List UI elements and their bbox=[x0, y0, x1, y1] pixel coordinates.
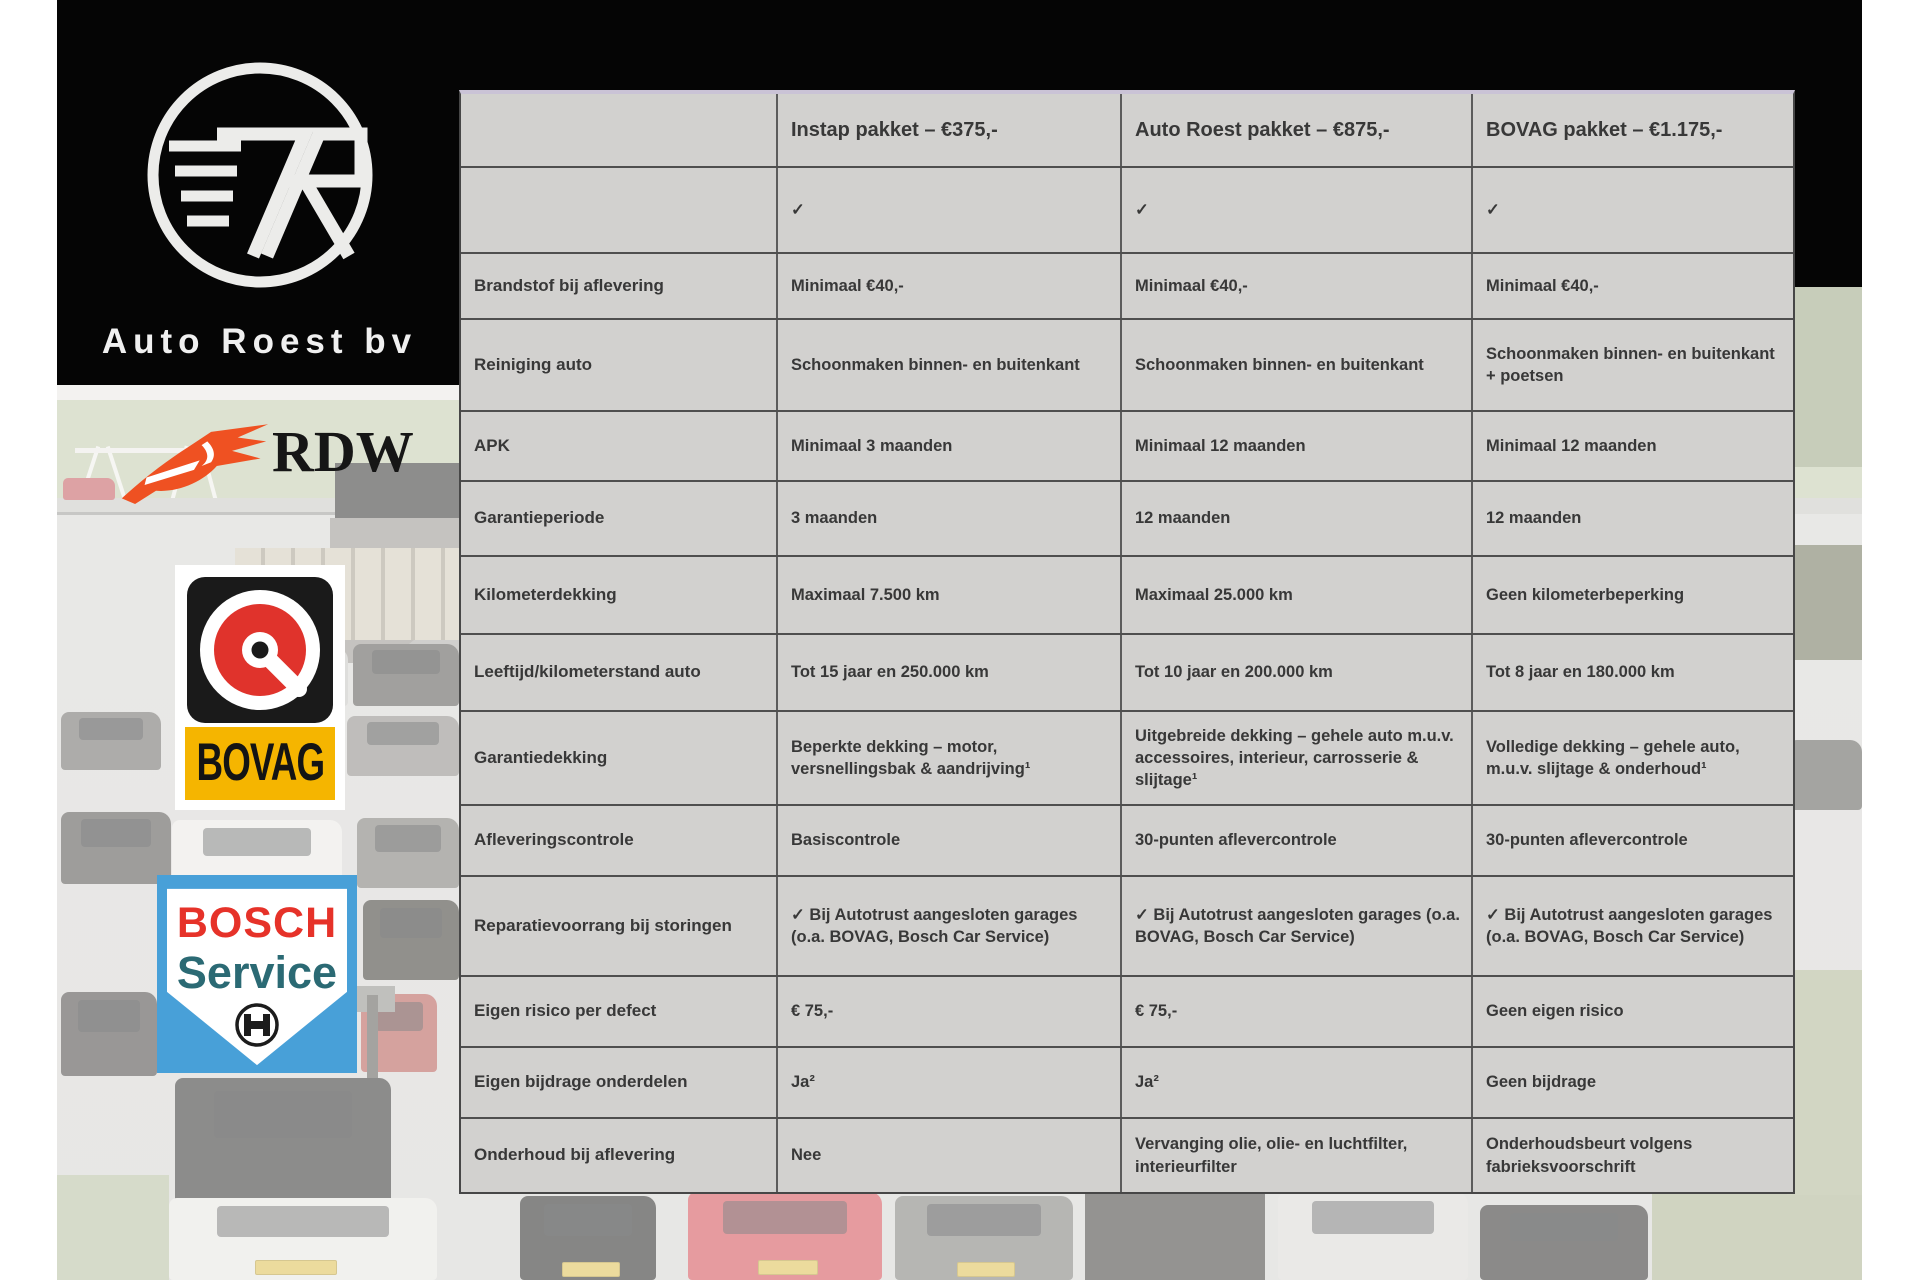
table-cell: Maximaal 7.500 km bbox=[778, 557, 1122, 633]
table-header-row bbox=[461, 94, 1793, 168]
row-label: APK bbox=[461, 412, 778, 480]
bosch-service-logo bbox=[157, 875, 357, 1073]
table-cell: ✓ Bij Autotrust aangesloten garages (o.a. BOVAG, Bosch Car Service) bbox=[1486, 905, 1773, 946]
package-comparison-table bbox=[459, 90, 1795, 1194]
rdw-wing-icon bbox=[118, 422, 270, 512]
bosch-service-wordmark: Service bbox=[176, 947, 338, 998]
column-header-instap: Instap pakket – €375,- bbox=[778, 94, 1122, 166]
table-row bbox=[461, 712, 1793, 806]
table-cell: 3 maanden bbox=[778, 482, 1122, 555]
table-cell: € 75,- bbox=[778, 977, 1122, 1046]
table-cell: Uitgebreide dekking – gehele auto m.u.v. accessoires, interieur, carrosserie & slijtage¹ bbox=[1122, 712, 1473, 804]
table-cell: Minimaal 3 maanden bbox=[778, 412, 1122, 480]
row-label: Onderhoud bij aflevering bbox=[461, 1119, 778, 1192]
row-label: Brandstof bij aflevering bbox=[461, 254, 778, 318]
table-row bbox=[461, 877, 1793, 977]
row-label: Garantiedekking bbox=[461, 712, 778, 804]
row-label: Eigen bijdrage onderdelen bbox=[461, 1048, 778, 1117]
table-cell: Beperkte dekking – motor, versnellingsbak & aandrijving¹ bbox=[778, 712, 1122, 804]
table-row bbox=[461, 482, 1793, 557]
table-row bbox=[461, 1119, 1793, 1192]
dealer-name: Auto Roest bv bbox=[101, 322, 418, 361]
table-cell: Geen kilometerbeperking bbox=[1486, 585, 1685, 604]
column-header-auto-roest: Auto Roest pakket – €875,- bbox=[1122, 94, 1473, 166]
table-cell: ✓ bbox=[1486, 200, 1500, 219]
table-cell: Schoonmaken binnen- en buitenkant bbox=[778, 320, 1122, 410]
row-label: Garantieperiode bbox=[461, 482, 778, 555]
table-cell: ✓ bbox=[778, 168, 1122, 252]
row-label: Reiniging auto bbox=[461, 320, 778, 410]
table-cell: Geen eigen risico bbox=[1486, 1002, 1624, 1021]
table-cell: Nee bbox=[778, 1119, 1122, 1192]
column-header-empty bbox=[461, 94, 778, 166]
bovag-logo bbox=[175, 565, 345, 810]
row-label: Kilometerdekking bbox=[461, 557, 778, 633]
table-cell: Minimaal €40,- bbox=[1486, 276, 1599, 295]
table-cell: 30-punten aflevercontrole bbox=[1122, 806, 1473, 875]
row-label: Leeftijd/kilometerstand auto bbox=[461, 635, 778, 710]
row-label: Eigen risico per defect bbox=[461, 977, 778, 1046]
table-row bbox=[461, 254, 1793, 320]
table-cell: ✓ bbox=[1122, 168, 1473, 252]
table-cell: Basiscontrole bbox=[778, 806, 1122, 875]
table-cell: Schoonmaken binnen- en buitenkant + poetsen bbox=[1486, 344, 1775, 385]
table-cell: Tot 10 jaar en 200.000 km bbox=[1122, 635, 1473, 710]
table-row bbox=[461, 168, 1793, 254]
table-row bbox=[461, 1048, 1793, 1119]
table-cell: Minimaal 12 maanden bbox=[1486, 436, 1657, 455]
table-cell: Vervanging olie, olie- en luchtfilter, interieurfilter bbox=[1122, 1119, 1473, 1192]
table-row bbox=[461, 635, 1793, 712]
table-cell: ✓ Bij Autotrust aangesloten garages (o.a. BOVAG, Bosch Car Service) bbox=[1122, 877, 1473, 975]
table-row bbox=[461, 412, 1793, 482]
bovag-wordmark-band bbox=[185, 727, 335, 800]
bovag-wordmark: BOVAG bbox=[196, 733, 324, 792]
table-cell: Geen bijdrage bbox=[1486, 1073, 1597, 1092]
table-cell: Tot 15 jaar en 250.000 km bbox=[778, 635, 1122, 710]
bosch-wordmark: BOSCH bbox=[176, 899, 338, 947]
row-label bbox=[461, 168, 778, 252]
bosch-armature-icon bbox=[233, 1001, 281, 1049]
table-cell: Tot 8 jaar en 180.000 km bbox=[1486, 663, 1675, 682]
table-row bbox=[461, 977, 1793, 1048]
table-cell: Onderhoudsbeurt volgens fabrieksvoorschrift bbox=[1486, 1135, 1693, 1176]
auto-roest-monogram-icon bbox=[135, 50, 385, 300]
table-cell: 12 maanden bbox=[1486, 509, 1582, 528]
row-label: Afleveringscontrole bbox=[461, 806, 778, 875]
rdw-logo bbox=[118, 416, 418, 511]
column-header-bovag: BOVAG pakket – €1.175,- bbox=[1486, 118, 1723, 141]
rdw-wordmark: RDW bbox=[272, 419, 414, 484]
table-cell: Minimaal €40,- bbox=[778, 254, 1122, 318]
table-row bbox=[461, 320, 1793, 412]
table-cell: Volledige dekking – gehele auto, m.u.v. slijtage & onderhoud¹ bbox=[1486, 737, 1740, 778]
table-cell: € 75,- bbox=[1122, 977, 1473, 1046]
table-row bbox=[461, 557, 1793, 635]
table-cell: Schoonmaken binnen- en buitenkant bbox=[1122, 320, 1473, 410]
row-label: Reparatievoorrang bij storingen bbox=[461, 877, 778, 975]
table-cell: 30-punten aflevercontrole bbox=[1486, 831, 1688, 850]
table-cell: Minimaal €40,- bbox=[1122, 254, 1473, 318]
table-cell: Minimaal 12 maanden bbox=[1122, 412, 1473, 480]
table-cell: Maximaal 25.000 km bbox=[1122, 557, 1473, 633]
auto-roest-logo-box bbox=[57, 0, 462, 385]
table-cell: Ja² bbox=[1122, 1048, 1473, 1117]
table-cell: ✓ Bij Autotrust aangesloten garages (o.a. BOVAG, Bosch Car Service) bbox=[778, 877, 1122, 975]
bovag-emblem-icon bbox=[185, 575, 335, 725]
table-cell: 12 maanden bbox=[1122, 482, 1473, 555]
table-cell: Ja² bbox=[778, 1048, 1122, 1117]
table-row bbox=[461, 806, 1793, 877]
